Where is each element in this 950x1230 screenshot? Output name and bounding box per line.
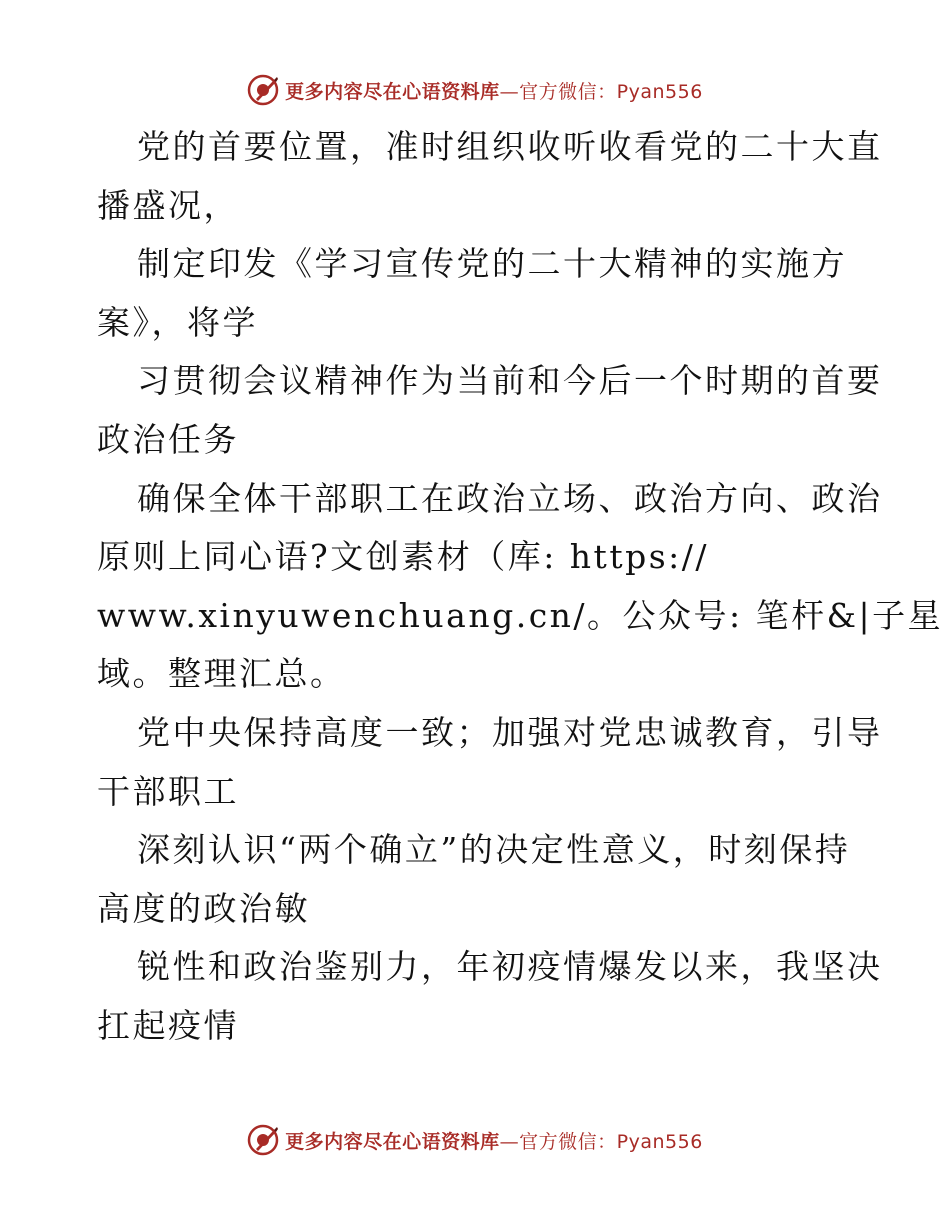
text-line: 党的首要位置，准时组织收听收看党的二十大直: [137, 127, 883, 166]
banner-wechat: 官方微信：Pyan556: [519, 1130, 703, 1153]
text-line: 原则上同心语?文创素材（库: https://: [97, 537, 709, 577]
banner-separator: —: [499, 80, 520, 103]
text-line: 播盛况，: [97, 185, 239, 225]
text-line: 制定印发《学习宣传党的二十大精神的实施方: [137, 244, 847, 284]
text-line: 政治任务: [97, 419, 239, 459]
footer-banner: [0, 1120, 950, 1160]
banner-wechat: 官方微信：Pyan556: [519, 80, 703, 103]
header-banner: [0, 70, 950, 110]
text-line: www.xinyuwenchuang.cn/。公众号: 笔杆&|子星: [97, 595, 944, 635]
text-line: 高度的政治敏: [97, 888, 310, 928]
text-line: 习贯彻会议精神作为当前和今后一个时期的首要: [137, 361, 883, 401]
banner-title: 更多内容尽在心语资料库: [285, 1130, 500, 1153]
banner-separator: —: [499, 1130, 520, 1153]
text-line: 扛起疫情: [97, 1005, 239, 1045]
text-line: 域。整理汇总。: [97, 654, 346, 694]
pen-logo-icon: [247, 1124, 279, 1156]
text-line: 案》，将学: [97, 302, 258, 342]
document-body: [97, 118, 944, 1056]
pen-logo-icon: [247, 74, 279, 106]
text-line: 确保全体干部职工在政治立场、政治方向、政治: [137, 478, 883, 518]
text-line: 锐性和政治鉴别力，年初疫情爆发以来，我坚决: [137, 947, 883, 987]
banner-title: 更多内容尽在心语资料库: [285, 80, 500, 103]
text-line: 深刻认识“两个确立”的决定性意义，时刻保持: [137, 830, 851, 870]
text-line: 干部职工: [97, 771, 239, 811]
text-line: 党中央保持高度一致；加强对党忠诚教育，引导: [137, 712, 883, 752]
